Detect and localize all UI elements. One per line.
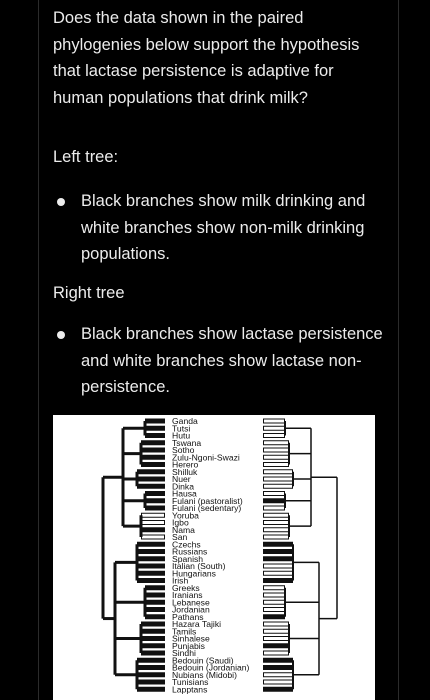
page-frame-left xyxy=(38,0,39,700)
population-label: Dinka xyxy=(172,481,194,492)
population-label: Yoruba xyxy=(172,510,199,521)
population-label: Hutu xyxy=(172,430,191,441)
question-text: Does the data shown in the paired phylogenies below support the hypothesis that lactase persistence is adaptive for human populations that drink milk? xyxy=(53,9,360,107)
population-label: Herero xyxy=(172,459,199,470)
population-label: Zulu-Ngoni-Swazi xyxy=(172,452,240,463)
left-tree-bullet xyxy=(53,188,388,268)
population-label: Italian (South) xyxy=(172,561,226,571)
population-label: Greeks xyxy=(172,582,200,593)
population-label: Hungarians xyxy=(172,568,216,579)
population-label: Nubians (Midobi) xyxy=(172,669,237,680)
population-label: Lebanese xyxy=(172,597,210,608)
population-label: Sinhalese xyxy=(172,633,210,644)
population-label: Sotho xyxy=(172,445,195,455)
population-label: Fulani (pastoralist) xyxy=(172,495,243,506)
population-label: Ganda xyxy=(172,416,198,426)
population-label: Czechs xyxy=(172,539,201,550)
population-label: Hazara Tajiki xyxy=(172,619,222,629)
phylogeny-figure xyxy=(53,415,375,700)
population-label: Tutsi xyxy=(172,423,191,434)
right-tree-label: Right tree xyxy=(53,284,125,302)
population-label: Tamils xyxy=(172,626,197,637)
population-label: Fulani (sedentary) xyxy=(172,503,242,513)
population-label: Russians xyxy=(172,546,208,557)
right-tree-bullet-text: Black branches show lactase persistence and white branches show lactase non-persistence. xyxy=(81,325,383,397)
population-label: Hausa xyxy=(172,488,197,499)
population-label: Igbo xyxy=(172,517,189,528)
population-label: Nama xyxy=(172,524,195,535)
left-tree-bullet-text: Black branches show milk drinking and white branches show non-milk drinking populations. xyxy=(81,192,366,264)
question-content xyxy=(53,0,388,397)
population-label: San xyxy=(172,532,188,542)
population-label: Bedouin (Saudi) xyxy=(172,655,234,666)
left-tree-label: Left tree: xyxy=(53,148,119,166)
population-label: Irish xyxy=(172,575,189,586)
population-label: Bedouin (Jordanian) xyxy=(172,662,250,673)
population-label: Sindhi xyxy=(172,648,196,658)
population-label: Iranians xyxy=(172,590,203,600)
population-label: Lapptans xyxy=(172,684,208,695)
right-tree-bullet xyxy=(53,321,388,401)
paired-phylogenies-image xyxy=(53,415,375,700)
population-label: Nuer xyxy=(172,474,191,484)
population-label: Pathans xyxy=(172,611,204,622)
bullet-dot-icon xyxy=(57,198,65,206)
population-label: Shilluk xyxy=(172,466,198,477)
population-label: Tunisians xyxy=(172,677,209,687)
population-label: Punjabis xyxy=(172,640,205,651)
population-label: Spanish xyxy=(172,553,204,564)
page-frame-right xyxy=(398,0,399,700)
bullet-dot-icon xyxy=(57,331,65,339)
population-label: Jordanian xyxy=(172,604,210,615)
population-label: Tswana xyxy=(172,437,202,448)
